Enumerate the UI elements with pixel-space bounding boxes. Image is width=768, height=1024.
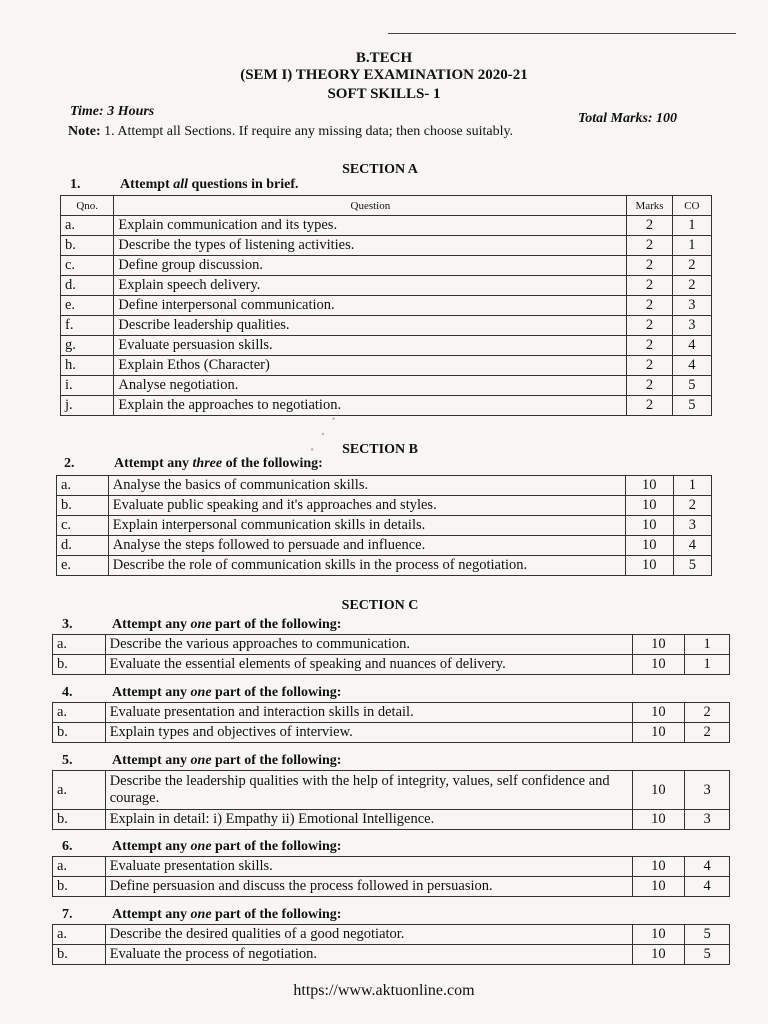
question-text: Evaluate presentation skills. xyxy=(105,857,632,877)
question-label: f. xyxy=(61,316,114,336)
marks-value: 10 xyxy=(625,516,673,536)
question-label: b. xyxy=(53,655,106,675)
question-text: Explain types and objectives of interview. xyxy=(105,723,632,743)
section-a-title: SECTION A xyxy=(342,162,418,177)
co-value: 1 xyxy=(672,236,711,256)
question-label: a. xyxy=(61,216,114,236)
footer-url: https://www.aktuonline.com xyxy=(293,982,475,999)
co-value: 3 xyxy=(673,516,711,536)
question-text: Analyse the steps followed to persuade and influence. xyxy=(108,536,625,556)
marks-value: 2 xyxy=(627,336,672,356)
question-label: h. xyxy=(61,356,114,376)
co-value: 5 xyxy=(685,945,730,965)
section-b-title: SECTION B xyxy=(342,442,418,457)
question-table xyxy=(52,770,730,830)
table-row xyxy=(61,296,712,316)
table-row xyxy=(53,925,730,945)
question-number: 4. xyxy=(62,685,73,700)
total-marks: Total Marks: 100 xyxy=(578,111,678,126)
question-label: b. xyxy=(61,236,114,256)
question-text: Evaluate persuasion skills. xyxy=(114,336,627,356)
co-value: 5 xyxy=(672,396,711,416)
table-row xyxy=(61,316,712,336)
question-label: a. xyxy=(53,925,106,945)
co-value: 3 xyxy=(672,316,711,336)
question-table xyxy=(52,702,730,743)
table-row xyxy=(53,703,730,723)
question-label: b. xyxy=(53,945,106,965)
marks-value: 2 xyxy=(627,396,672,416)
marks-value: 10 xyxy=(632,771,685,810)
table-row xyxy=(61,216,712,236)
question-instruction: Attempt any one part of the following: xyxy=(112,617,342,632)
table-row xyxy=(61,276,712,296)
question-instruction: Attempt any one part of the following: xyxy=(112,907,342,922)
exam-time: Time: 3 Hours xyxy=(70,104,155,119)
col-co: CO xyxy=(672,196,711,216)
co-value: 4 xyxy=(673,536,711,556)
co-value: 1 xyxy=(685,635,730,655)
table-row xyxy=(61,396,712,416)
question-label: a. xyxy=(53,703,106,723)
co-value: 1 xyxy=(673,476,711,496)
table-row xyxy=(53,723,730,743)
question-label: b. xyxy=(53,723,106,743)
marks-value: 10 xyxy=(632,655,685,675)
table-row xyxy=(61,356,712,376)
marks-value: 2 xyxy=(627,216,672,236)
subject-title: SOFT SKILLS- 1 xyxy=(327,86,441,102)
co-value: 4 xyxy=(672,336,711,356)
question-text: Analyse the basics of communication skills. xyxy=(108,476,625,496)
question-label: e. xyxy=(61,296,114,316)
table-row xyxy=(53,877,730,897)
table-row xyxy=(53,655,730,675)
marks-value: 10 xyxy=(632,857,685,877)
q2-number: 2. xyxy=(64,456,75,471)
question-label: j. xyxy=(61,396,114,416)
co-value: 4 xyxy=(685,857,730,877)
table-row xyxy=(53,771,730,810)
question-instruction: Attempt any one part of the following: xyxy=(112,685,342,700)
note-text: 1. Attempt all Sections. If require any missing data; then choose suitably. xyxy=(104,124,514,139)
table-row xyxy=(57,476,712,496)
question-text: Define persuasion and discuss the process followed in persuasion. xyxy=(105,877,632,897)
q2-instruction: Attempt any three of the following: xyxy=(114,456,323,471)
question-text: Explain Ethos (Character) xyxy=(114,356,627,376)
question-label: d. xyxy=(61,276,114,296)
question-text: Explain speech delivery. xyxy=(114,276,627,296)
question-text: Analyse negotiation. xyxy=(114,376,627,396)
col-qno: Qno. xyxy=(61,196,114,216)
question-table xyxy=(52,924,730,965)
question-label: c. xyxy=(61,256,114,276)
table-row xyxy=(57,516,712,536)
co-value: 5 xyxy=(685,925,730,945)
table-row xyxy=(61,236,712,256)
question-label: e. xyxy=(57,556,109,576)
co-value: 3 xyxy=(685,810,730,830)
question-label: d. xyxy=(57,536,109,556)
question-text: Describe leadership qualities. xyxy=(114,316,627,336)
question-text: Explain communication and its types. xyxy=(114,216,627,236)
marks-value: 10 xyxy=(632,877,685,897)
question-text: Describe the leadership qualities with the help of integrity, values, self confidence and courage. xyxy=(105,771,632,810)
question-label: a. xyxy=(53,857,106,877)
col-marks: Marks xyxy=(627,196,672,216)
table-row xyxy=(57,496,712,516)
question-text: Describe the desired qualities of a good negotiator. xyxy=(105,925,632,945)
marks-value: 2 xyxy=(627,376,672,396)
marks-value: 10 xyxy=(625,476,673,496)
table-row xyxy=(61,336,712,356)
co-value: 2 xyxy=(685,723,730,743)
question-instruction: Attempt any one part of the following: xyxy=(112,839,342,854)
question-text: Explain in detail: i) Empathy ii) Emotional Intelligence. xyxy=(105,810,632,830)
question-text: Define group discussion. xyxy=(114,256,627,276)
marks-value: 2 xyxy=(627,276,672,296)
watermark: · · · xyxy=(299,405,348,460)
co-value: 2 xyxy=(672,256,711,276)
note xyxy=(68,124,513,140)
marks-value: 10 xyxy=(632,723,685,743)
co-value: 1 xyxy=(672,216,711,236)
question-instruction: Attempt any one part of the following: xyxy=(112,753,342,768)
top-rule xyxy=(388,33,736,34)
table-row xyxy=(57,556,712,576)
question-table xyxy=(52,856,730,897)
exam-title: (SEM I) THEORY EXAMINATION 2020-21 xyxy=(240,67,528,83)
co-value: 5 xyxy=(673,556,711,576)
question-label: i. xyxy=(61,376,114,396)
co-value: 3 xyxy=(685,771,730,810)
question-label: c. xyxy=(57,516,109,536)
section-a-table xyxy=(60,195,712,416)
table-row xyxy=(53,635,730,655)
table-row xyxy=(53,810,730,830)
question-number: 3. xyxy=(62,617,73,632)
question-table xyxy=(52,634,730,675)
marks-value: 10 xyxy=(632,945,685,965)
co-value: 2 xyxy=(685,703,730,723)
question-text: Explain interpersonal communication skills in details. xyxy=(108,516,625,536)
marks-value: 2 xyxy=(627,296,672,316)
question-text: Describe the role of communication skills in the process of negotiation. xyxy=(108,556,625,576)
section-b-table xyxy=(56,475,712,576)
marks-value: 10 xyxy=(632,810,685,830)
marks-value: 10 xyxy=(625,556,673,576)
question-text: Evaluate public speaking and it's approaches and styles. xyxy=(108,496,625,516)
question-text: Evaluate the essential elements of speaking and nuances of delivery. xyxy=(105,655,632,675)
marks-value: 2 xyxy=(627,256,672,276)
table-row xyxy=(57,536,712,556)
question-number: 5. xyxy=(62,753,73,768)
question-text: Define interpersonal communication. xyxy=(114,296,627,316)
question-text: Explain the approaches to negotiation. xyxy=(114,396,627,416)
question-label: a. xyxy=(57,476,109,496)
co-value: 4 xyxy=(672,356,711,376)
marks-value: 2 xyxy=(627,236,672,256)
marks-value: 10 xyxy=(625,496,673,516)
col-question: Question xyxy=(114,196,627,216)
marks-value: 10 xyxy=(632,635,685,655)
marks-value: 10 xyxy=(625,536,673,556)
table-row xyxy=(53,857,730,877)
co-value: 2 xyxy=(673,496,711,516)
question-label: b. xyxy=(53,810,106,830)
question-text: Describe the various approaches to communication. xyxy=(105,635,632,655)
co-value: 5 xyxy=(672,376,711,396)
question-label: g. xyxy=(61,336,114,356)
co-value: 2 xyxy=(672,276,711,296)
question-number: 7. xyxy=(62,907,73,922)
question-label: a. xyxy=(53,771,106,810)
co-value: 4 xyxy=(685,877,730,897)
question-text: Describe the types of listening activities. xyxy=(114,236,627,256)
question-text: Evaluate the process of negotiation. xyxy=(105,945,632,965)
question-label: b. xyxy=(57,496,109,516)
co-value: 3 xyxy=(672,296,711,316)
marks-value: 10 xyxy=(632,925,685,945)
table-row xyxy=(61,376,712,396)
q1-instruction: Attempt all questions in brief. xyxy=(120,177,299,192)
marks-value: 2 xyxy=(627,316,672,336)
question-text: Evaluate presentation and interaction skills in detail. xyxy=(105,703,632,723)
note-label: Note: xyxy=(68,124,101,139)
question-number: 6. xyxy=(62,839,73,854)
marks-value: 2 xyxy=(627,356,672,376)
degree-title: B.TECH xyxy=(355,50,413,66)
section-c-title: SECTION C xyxy=(341,598,419,613)
question-label: a. xyxy=(53,635,106,655)
table-row xyxy=(61,256,712,276)
question-label: b. xyxy=(53,877,106,897)
table-header-row xyxy=(61,196,712,216)
q1-number: 1. xyxy=(70,177,81,192)
table-row xyxy=(53,945,730,965)
marks-value: 10 xyxy=(632,703,685,723)
co-value: 1 xyxy=(685,655,730,675)
